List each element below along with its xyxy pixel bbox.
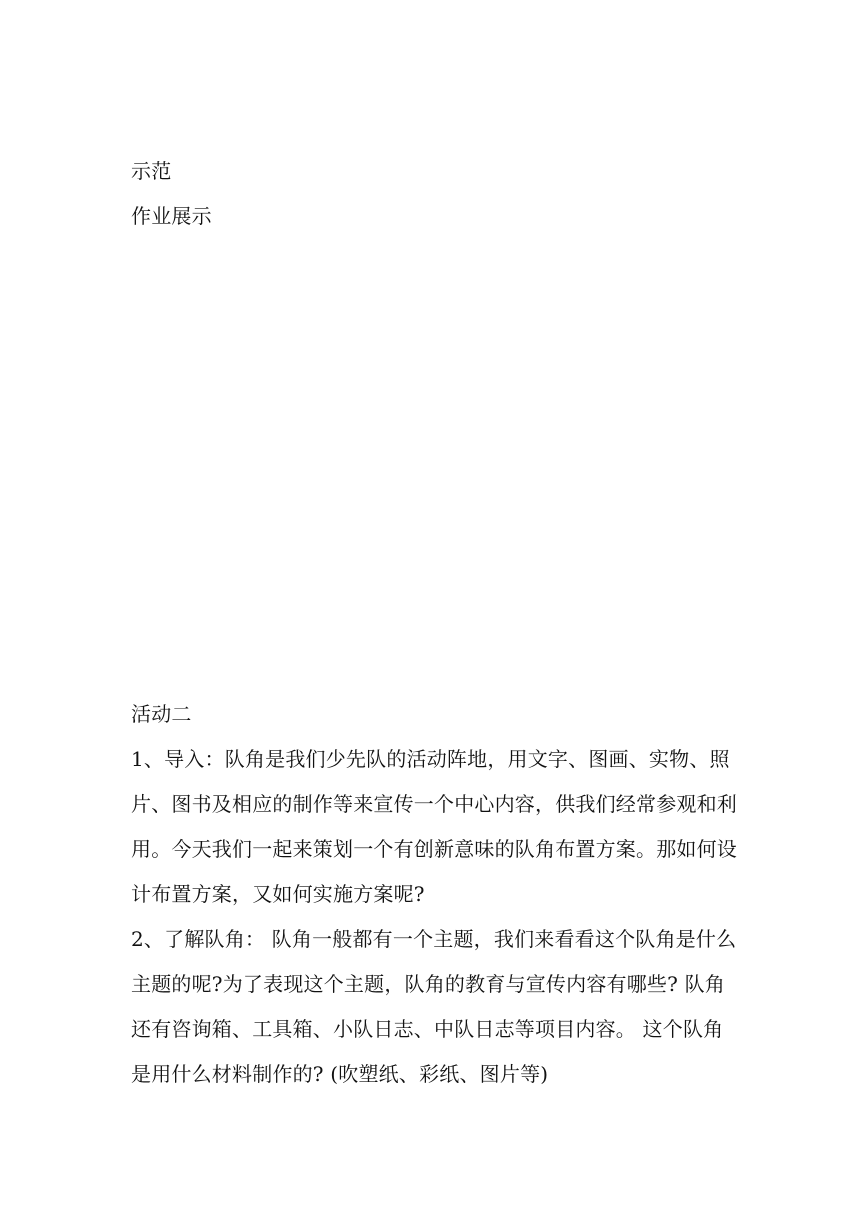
intro-paragraph <box>131 737 737 917</box>
paragraph-line: 是用什么材料制作的? (吹塑纸、彩纸、图片等) <box>131 1062 549 1086</box>
paragraph-line: 主题的呢?为了表现这个主题，队角的教育与宣传内容有哪些? 队角 <box>131 972 726 996</box>
paragraph-line: 还有咨询箱、工具箱、小队日志、中队日志等项目内容。 这个队角 <box>131 1017 724 1041</box>
paragraph-line: 2、了解队角： 队角一般都有一个主题，我们来看看这个队角是什么 <box>131 927 737 951</box>
paragraph-line: 计布置方案，又如何实施方案呢? <box>131 882 425 906</box>
paragraph-line: 片、图书及相应的制作等来宣传一个中心内容，供我们经常参观和利 <box>131 792 737 816</box>
understand-corner-paragraph <box>131 917 737 1097</box>
paragraph-line: 1、导入：队角是我们少先队的活动阵地，用文字、图画、实物、照 <box>131 747 730 771</box>
activity-two-section <box>131 692 737 1097</box>
activity-two-heading: 活动二 <box>131 702 192 726</box>
homework-display-label: 作业展示 <box>131 204 212 228</box>
paragraph-line: 用。今天我们一起来策划一个有创新意味的队角布置方案。那如何设 <box>131 837 737 861</box>
demo-label: 示范 <box>131 159 172 183</box>
top-section <box>131 149 731 239</box>
